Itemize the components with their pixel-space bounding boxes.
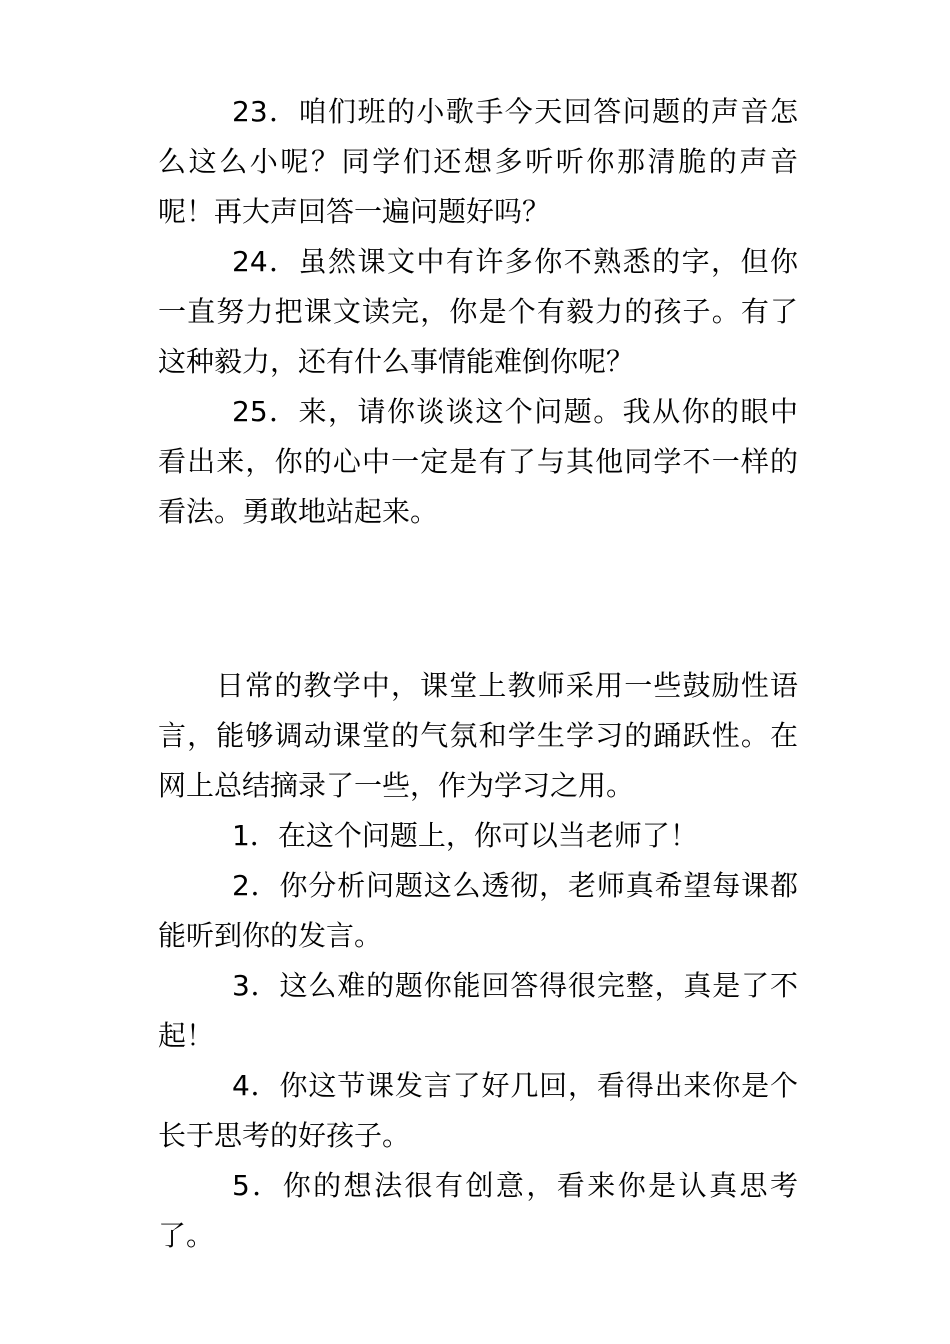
paragraph-item-5: 5．你的想法很有创意，看来你是认真思考了。 bbox=[158, 1169, 798, 1252]
paragraph-item-1: 1．在这个问题上，你可以当老师了！ bbox=[232, 819, 698, 852]
paragraph-item-3: 3．这么难的题你能回答得很完整，真是了不起！ bbox=[158, 969, 798, 1052]
section-gap bbox=[158, 537, 798, 661]
paragraph-item-4: 4．你这节课发言了好几回，看得出来你是个长于思考的好孩子。 bbox=[158, 1069, 798, 1152]
intro-paragraph: 日常的教学中，课堂上教师采用一些鼓励性语言，能够调动课堂的气氛和学生学习的踊跃性。在网上总结摘录了一些，作为学习之用。 bbox=[158, 669, 798, 802]
paragraph-item-25: 25．来，请你谈谈这个问题。我从你的眼中看出来，你的心中一定是有了与其他同学不一样的看法。勇敢地站起来。 bbox=[158, 395, 798, 528]
paragraph-item-2: 2．你分析问题这么透彻，老师真希望每课都能听到你的发言。 bbox=[158, 869, 798, 952]
document-page bbox=[158, 87, 798, 1261]
paragraph-item-23: 23．咱们班的小歌手今天回答问题的声音怎么这么小呢？同学们还想多听听你那清脆的声音呢！再大声回答一遍问题好吗？ bbox=[158, 95, 798, 228]
paragraph-item-24: 24．虽然课文中有许多你不熟悉的字，但你一直努力把课文读完，你是个有毅力的孩子。有了这种毅力，还有什么事情能难倒你呢？ bbox=[158, 245, 798, 378]
